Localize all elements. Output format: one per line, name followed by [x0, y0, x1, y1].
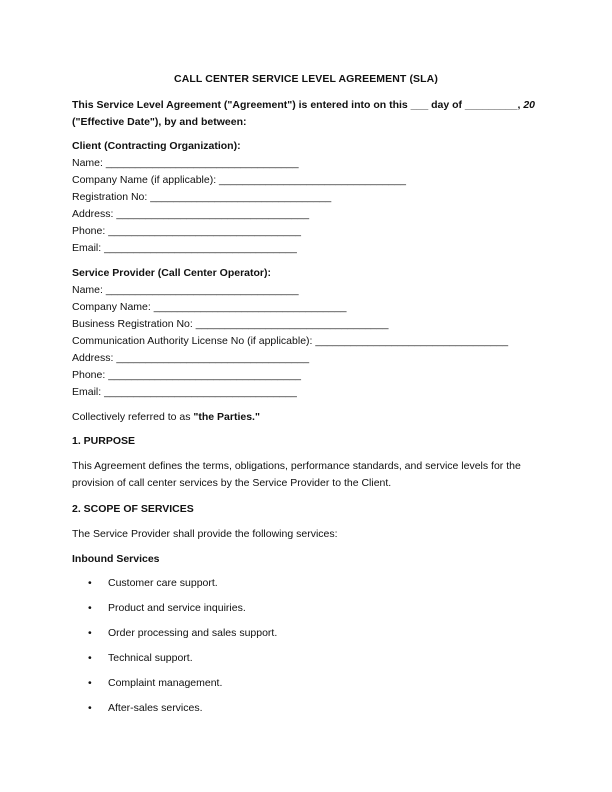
bullet-icon: •: [88, 577, 92, 589]
bullet-icon: •: [88, 627, 92, 639]
parties-statement: [72, 409, 532, 426]
intro-line-2: ("Effective Date"), by and between:: [72, 116, 247, 128]
list-item: [72, 575, 277, 600]
purpose-heading: 1. PURPOSE: [72, 435, 136, 447]
client-email-field: Email: _________________________________: [72, 242, 297, 254]
intro-text: This Service Level Agreement ("Agreement") is entered into on this ___ day of _________,: [72, 99, 524, 111]
list-item: [72, 600, 277, 625]
list-item: [72, 625, 277, 650]
provider-company-field: Company Name: _________________________________: [72, 301, 347, 313]
bullet-icon: •: [88, 702, 92, 714]
list-item-text: Technical support.: [108, 652, 193, 664]
parties-prefix: Collectively referred to as: [72, 411, 194, 423]
intro-paragraph: [72, 97, 542, 131]
list-item: [72, 675, 277, 700]
scope-text: The Service Provider shall provide the following services:: [72, 528, 338, 540]
inbound-services-list: [72, 575, 277, 725]
list-item: [72, 650, 277, 675]
scope-heading: 2. SCOPE OF SERVICES: [72, 503, 194, 515]
client-registration-field: Registration No: _______________________________: [72, 191, 332, 203]
bullet-icon: •: [88, 652, 92, 664]
intro-line-1: [72, 97, 542, 114]
provider-section: [72, 264, 542, 401]
client-name-field: Name: _________________________________: [72, 157, 299, 169]
list-item-text: Product and service inquiries.: [108, 602, 246, 614]
purpose-text: This Agreement defines the terms, obligations, performance standards, and service levels for the provision of call center services by the Service Provider to the Client.: [72, 460, 521, 489]
list-item-text: After-sales services.: [108, 702, 203, 714]
intro-year: 20: [523, 99, 536, 111]
provider-address-field: Address: _________________________________: [72, 352, 310, 364]
provider-phone-field: Phone: _________________________________: [72, 369, 301, 381]
provider-registration-field: Business Registration No: _________________________________: [72, 318, 389, 330]
document-title: CALL CENTER SERVICE LEVEL AGREEMENT (SLA): [174, 73, 438, 85]
list-item-text: Order processing and sales support.: [108, 627, 278, 639]
client-phone-field: Phone: _________________________________: [72, 225, 301, 237]
bullet-icon: •: [88, 677, 92, 689]
list-item-text: Customer care support.: [108, 577, 218, 589]
bullet-icon: •: [88, 602, 92, 614]
provider-heading: Service Provider (Call Center Operator):: [72, 267, 271, 279]
provider-email-field: Email: _________________________________: [72, 386, 297, 398]
provider-license-field: Communication Authority License No (if applicable): _________________________________: [72, 335, 509, 347]
client-address-field: Address: _________________________________: [72, 208, 310, 220]
parties-term: "the Parties.": [193, 411, 260, 423]
client-heading: Client (Contracting Organization):: [72, 140, 241, 152]
inbound-services-heading: Inbound Services: [72, 553, 160, 565]
list-item: [72, 700, 277, 725]
client-company-field: Company Name (if applicable): ________________________________: [72, 174, 406, 186]
list-item-text: Complaint management.: [108, 677, 223, 689]
client-section: [72, 137, 542, 257]
provider-name-field: Name: _________________________________: [72, 284, 299, 296]
